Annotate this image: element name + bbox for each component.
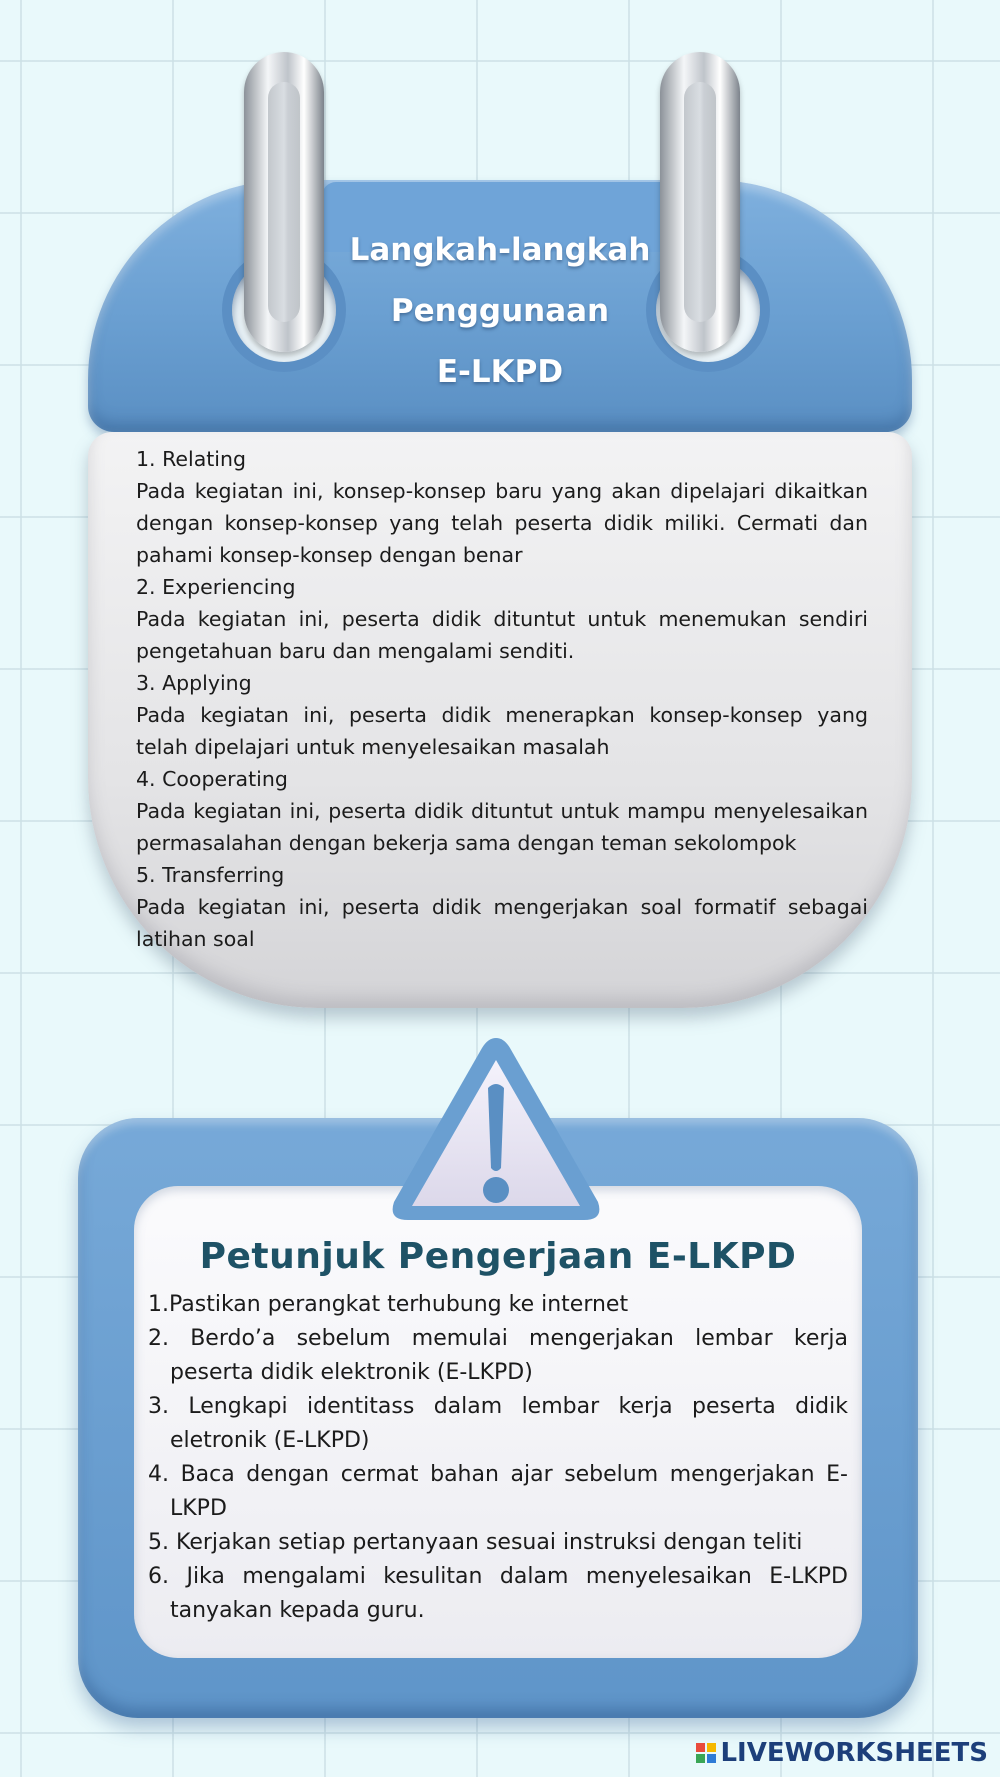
step-text: Pada kegiatan ini, peserta didik dituntut untuk menemukan sendiri pengetahuan baru dan mengalami senditi. <box>136 607 868 663</box>
step-heading: 5. Transferring <box>136 863 285 887</box>
logo-text: LIVEWORKSHEETS <box>720 1738 988 1768</box>
step-text: Pada kegiatan ini, peserta didik mengerjakan soal formatif sebagai latihan soal <box>136 895 868 951</box>
instruction-item: 4. Baca dengan cermat bahan ajar sebelum mengerjakan E-LKPD <box>148 1462 848 1521</box>
logo-square <box>707 1743 716 1752</box>
instruction-item: 2. Berdo’a sebelum memulai mengerjakan lembar kerja peserta didik elektronik (E-LKPD) <box>148 1326 848 1385</box>
instruction-item: 1.Pastikan perangkat terhubung ke internet <box>148 1292 629 1317</box>
instruction-item: 6. Jika mengalami kesulitan dalam menyelesaikan E-LKPD tanyakan kepada guru. <box>148 1564 848 1623</box>
step-heading: 1. Relating <box>136 447 247 471</box>
step-text: Pada kegiatan ini, peserta didik menerapkan konsep-konsep yang telah dipelajari untuk menyelesaikan masalah <box>136 703 868 759</box>
step-heading: 4. Cooperating <box>136 767 288 791</box>
step-heading: 2. Experiencing <box>136 575 296 599</box>
steps-list <box>136 443 868 955</box>
logo-square <box>696 1754 705 1763</box>
instruction-item: 5. Kerjakan setiap pertanyaan sesuai instruksi dengan teliti <box>148 1530 803 1555</box>
step-text: Pada kegiatan ini, konsep-konsep baru yang akan dipelajari dikaitkan dengan konsep-konsep yang telah peserta didik miliki. Cermati dan pahami konsep-konsep dengan benar <box>136 479 868 567</box>
calendar-title-line-1: Langkah-langkah <box>349 232 651 268</box>
step-text: Pada kegiatan ini, peserta didik dituntut untuk mampu menyelesaikan permasalahan dengan bekerja sama dengan teman sekolompok <box>136 799 868 855</box>
logo-square <box>707 1754 716 1763</box>
warning-icon <box>386 1030 606 1230</box>
liveworksheets-logo[interactable] <box>696 1738 988 1768</box>
instruction-list <box>148 1288 848 1628</box>
calendar-title <box>300 220 700 403</box>
board-title: Petunjuk Pengerjaan E-LKPD <box>199 1236 797 1277</box>
instruction-item: 3. Lengkapi identitass dalam lembar kerja peserta didik eletronik (E-LKPD) <box>148 1394 848 1453</box>
liveworksheets-logo-icon <box>696 1743 716 1763</box>
calendar-title-line-3: E-LKPD <box>436 354 564 390</box>
logo-square <box>696 1743 705 1752</box>
step-heading: 3. Applying <box>136 671 252 695</box>
calendar-title-line-2: Penggunaan <box>390 293 610 329</box>
